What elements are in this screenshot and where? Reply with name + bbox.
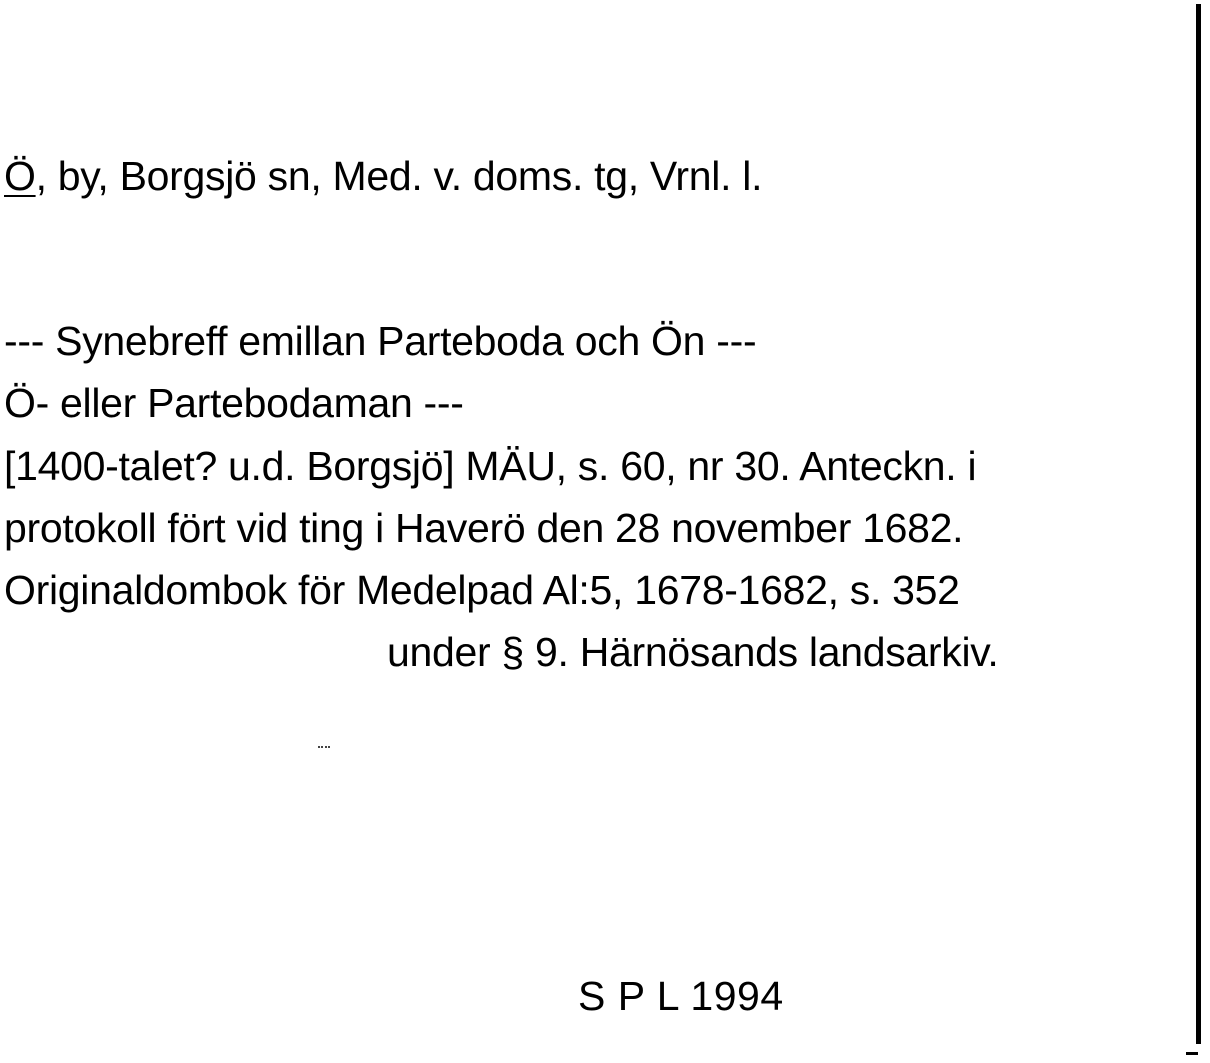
entry-line: [1400-talet? u.d. Borgsjö] MÄU, s. 60, nr 30. Anteckn. i xyxy=(4,443,977,489)
entry-line: Ö- eller Partebodaman --- xyxy=(4,380,464,426)
scan-speck xyxy=(318,746,330,750)
card-edge-tail xyxy=(1186,1052,1198,1055)
entry-line: Originaldombok för Medelpad Al:5, 1678-1682, s. 352 xyxy=(4,567,960,613)
entry-line: --- Synebreff emillan Parteboda och Ön --- xyxy=(4,318,757,364)
entry-line: protokoll fört vid ting i Haverö den 28 november 1682. xyxy=(4,505,964,551)
card-heading xyxy=(4,153,762,199)
place-description: , by, Borgsjö sn, Med. v. doms. tg, Vrnl. l. xyxy=(35,153,763,199)
entry-line: under § 9. Härnösands landsarkiv. xyxy=(387,629,999,675)
signature: S P L 1994 xyxy=(578,973,784,1019)
place-name: Ö xyxy=(4,153,36,199)
card-edge-border xyxy=(1196,4,1201,1044)
